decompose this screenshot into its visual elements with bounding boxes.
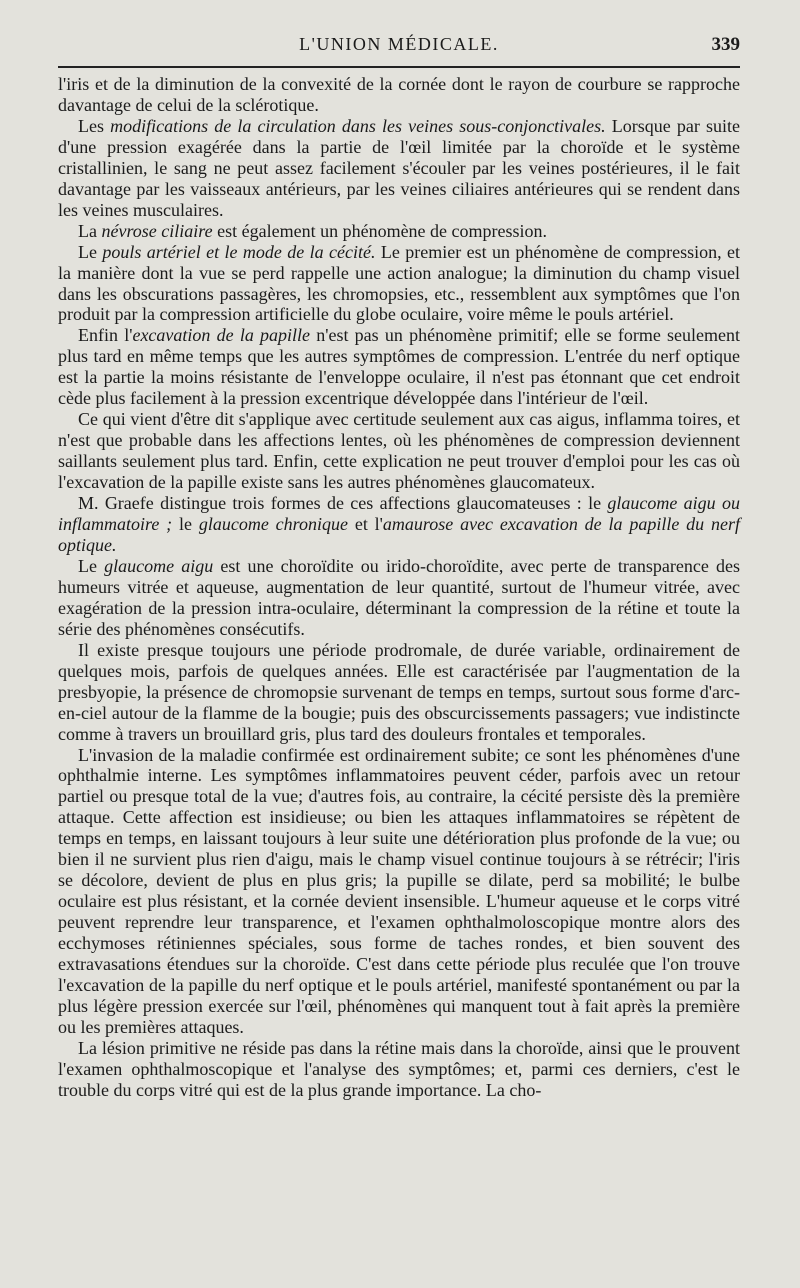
text-run: Lorsque par suite d'une pression exagérée dans la partie de l'œil limitée par la choroïde et le système cristallinien, le sang ne peut assez facilement s'écouler par les veines postérieures, il le fait davantage par les vaisseaux antérieurs, par les veines ciliaires antérieures qui se rendent dans les veines musculaires. xyxy=(58,115,740,220)
text-run: Le xyxy=(78,555,105,576)
paragraph xyxy=(58,221,740,242)
italic-text: pouls artériel et le mode de la cécité. xyxy=(102,241,376,262)
text-run: M. Graefe distingue trois formes de ces affections glaucomateuses : le xyxy=(78,493,608,514)
italic-text: névrose ciliaire xyxy=(101,220,213,241)
italic-text: amaurose avec excavation de la papille du nerf optique. xyxy=(58,514,741,555)
italic-text: modifications de la circulation dans les veines sous-conjonctivales. xyxy=(110,115,606,136)
italic-text: glaucome aigu ou inflammatoire ; xyxy=(58,493,740,535)
italic-text: excavation de la papille xyxy=(132,325,311,346)
paragraph xyxy=(58,325,740,409)
italic-text: glaucome aigu xyxy=(104,555,214,576)
header-rule xyxy=(58,66,740,68)
paragraph xyxy=(58,1038,740,1101)
text-run: et l' xyxy=(347,514,383,535)
text-run: est une choroïdite ou irido-choroïdite, avec perte de transparence des humeurs vitrée et aqueuse, augmentation de leur quantité, surtout de l'humeur vitrée, avec exagération de la pression intra-oculaire, déterminant la compression de la rétine et toute la série des phénomènes consécutifs. xyxy=(58,555,741,639)
text-run: La xyxy=(78,220,102,241)
running-header xyxy=(58,34,740,58)
text-run: est également un phénomène de compression. xyxy=(212,220,548,241)
article-body xyxy=(58,74,740,1101)
italic-text: glaucome chronique xyxy=(198,514,348,535)
text-run: L'invasion de la maladie confirmée est ordinairement subite; ce sont les phénomènes d'une ophthalmie interne. Les symptômes inflammatoires peuvent céder, parfois avec un retour partiel ou presque total de la vue; d'autres fois, au contraire, la cécité persiste dès la première attaque. Cette affection est insidieuse; ou bien les attaques inflammatoires se répètent de temps en temps, en laissant toujours à leur suite une détérioration plus profonde de la vue; ou bien il ne survient plus rien d'aigu, mais le champ visuel continue toujours à se rétrécir; l'iris se décolore, devient de plus en plus gris; la pupille se dilate, perd sa mobilité; le bulbe oculaire est plus résistant, et la cornée devient insensible. L'humeur aqueuse et le corps vitré peuvent reprendre leur transparence, et l'examen ophthalmoloscopique montre alors des ecchymoses rétiniennes spéciales, sous forme de taches rondes, et bien souvent des extravasations étendues sur la choroïde. C'est dans cette période plus reculée que l'on trouve l'excavation de la papille du nerf optique et le pouls artériel, manifesté spontanément ou par la plus légère pression exercée sur l'œil, phénomènes qui manquent tout à fait après la première ou les premières attaques. xyxy=(58,744,740,1037)
paragraph xyxy=(58,242,740,326)
paragraph xyxy=(58,74,740,116)
text-run: Ce qui vient d'être dit s'applique avec certitude seulement aux cas aigus, inflamma toires, et n'est que probable dans les affections lentes, où les phénomènes de compression deviennent saillants seulement plus tard. Enfin, cette explication ne peut trouver d'emploi pour les cas où l'excavation de la papille existe sans les autres phénomènes glaucomateux. xyxy=(58,409,740,493)
paragraph xyxy=(58,409,740,493)
text-run: Les xyxy=(78,115,111,136)
text-run: Il existe presque toujours une période prodromale, de durée variable, ordinairement de quelques mois, parfois de quelques années. Elle est caractérisée par l'augmentation de la presbyopie, la présence de chromopsie survenant de temps en temps, surtout sous forme d'arc-en-ciel autour de la flamme de la bougie; puis des obscurcissements passagers; vue indistincte comme à travers un brouillard gris, plus tard des douleurs frontales et temporales. xyxy=(58,639,740,744)
paragraph xyxy=(58,116,740,221)
paragraph xyxy=(58,493,740,556)
journal-title: L'UNION MÉDICALE. xyxy=(299,34,499,54)
paragraph xyxy=(58,745,740,1038)
text-run: Enfin l' xyxy=(78,325,133,346)
text-run: l'iris et de la diminution de la convexité de la cornée dont le rayon de courbure se rapproche davantage de celui de la sclérotique. xyxy=(58,74,740,115)
text-run: Le xyxy=(78,241,103,262)
paragraph xyxy=(58,640,740,745)
text-run: le xyxy=(172,514,199,535)
paragraph xyxy=(58,556,740,640)
text-run: La lésion primitive ne réside pas dans la rétine mais dans la choroïde, ainsi que le prouvent l'examen ophthalmoscopique et l'analyse des symptômes; et, parmi ces derniers, c'est le trouble du corps vitré qui est de la plus grande importance. La cho- xyxy=(58,1037,740,1100)
text-run: Le premier est un phénomène de compression, et la manière dont la vue se perd rappelle une action analogue; la diminution du champ visuel dans les obscurations passagères, les chromopsies, etc., ressemblent aux symptômes que l'on produit par la compression artificielle du globe oculaire, voire même le pouls artériel. xyxy=(58,241,740,325)
page-number: 339 xyxy=(711,34,740,55)
text-run: n'est pas un phénomène primitif; elle se forme seulement plus tard en même temps que les autres symptômes de compression. L'entrée du nerf optique est la partie la moins résistante de l'enveloppe oculaire, il n'est pas étonnant que cet endroit cède plus facilement à la pression excentrique développée dans l'intérieur de l'œil. xyxy=(58,325,741,409)
